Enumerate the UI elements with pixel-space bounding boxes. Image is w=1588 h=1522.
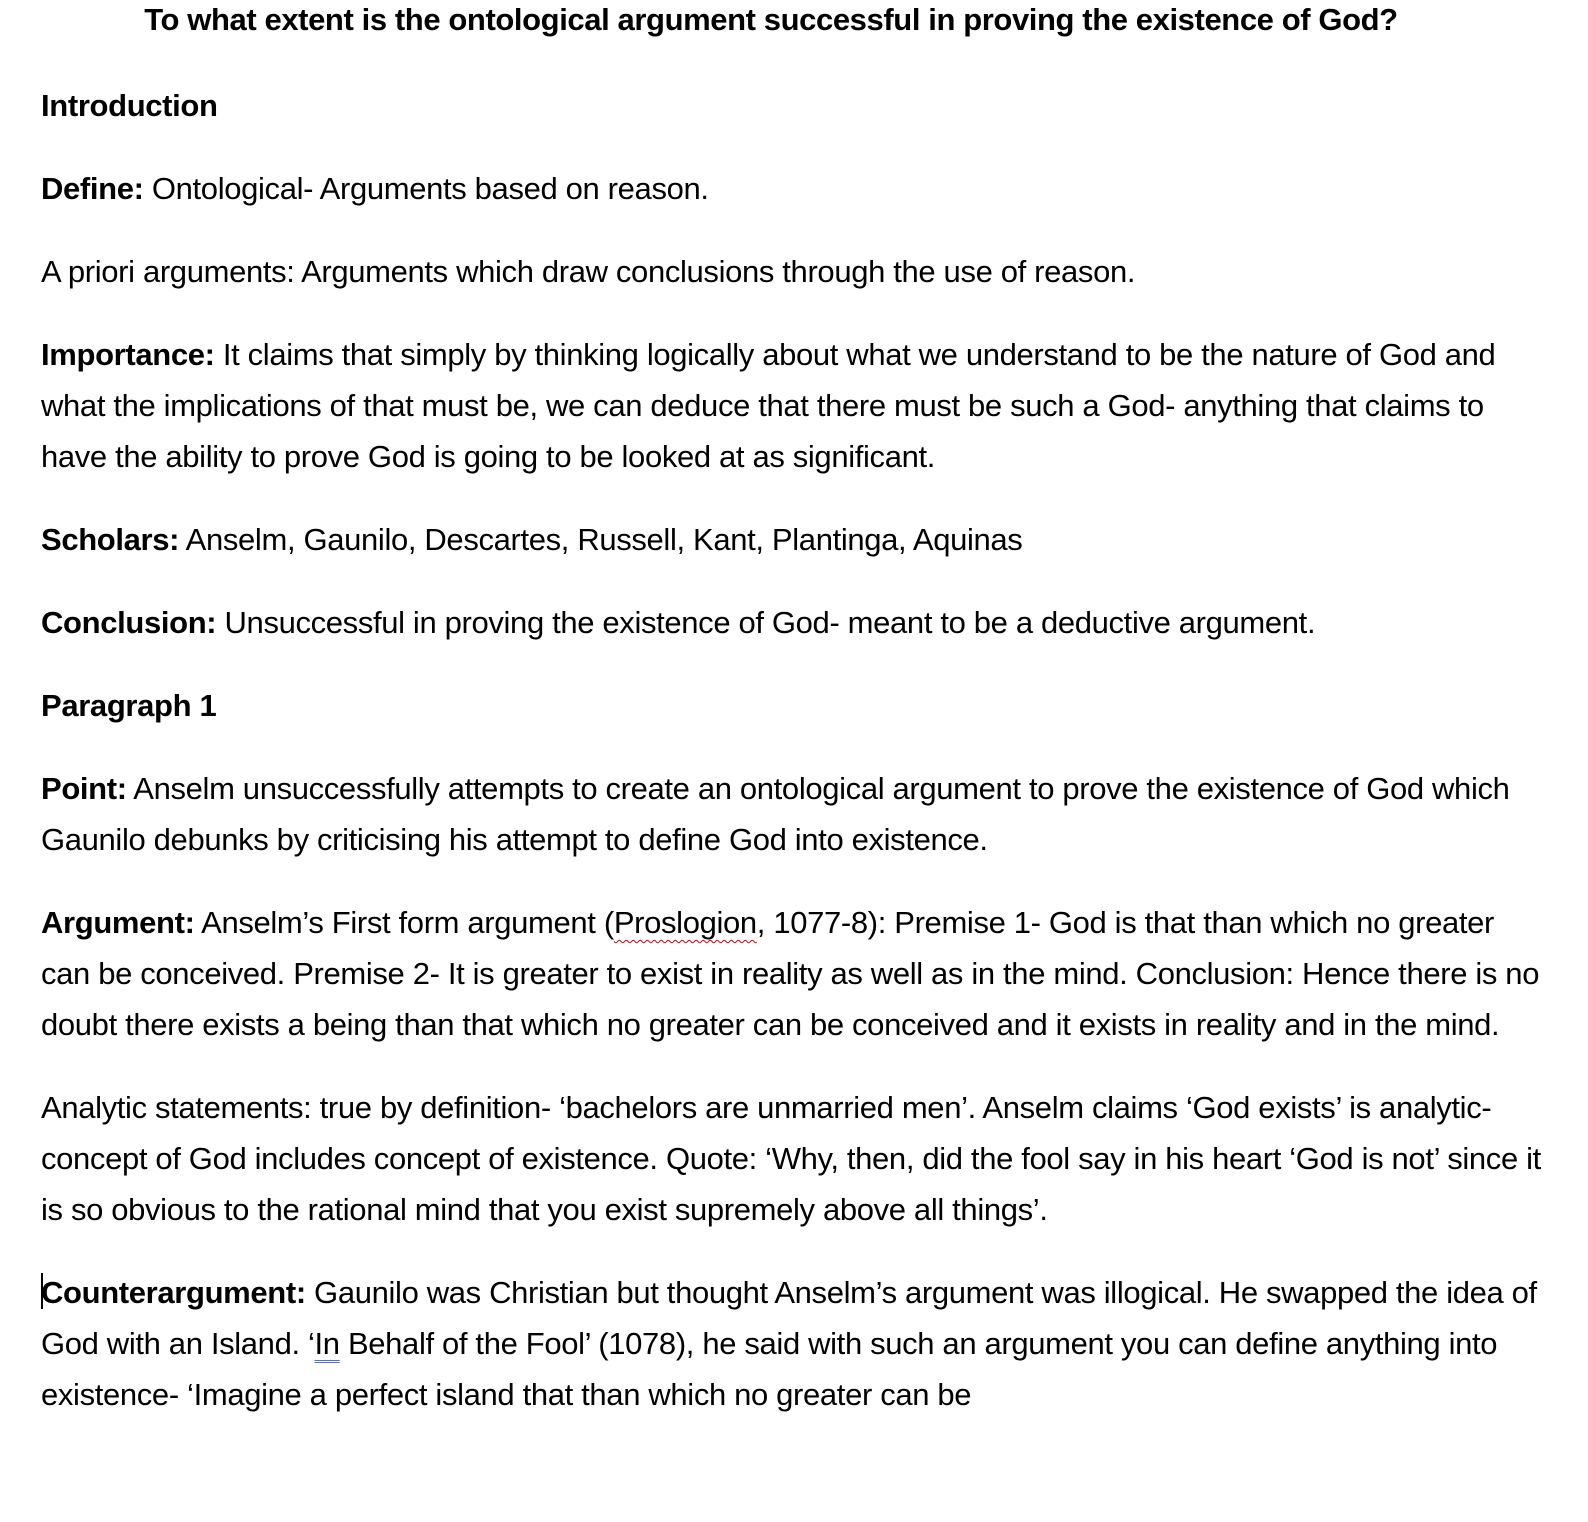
conclusion-paragraph [41,597,1541,648]
counterargument-paragraph[interactable] [41,1267,1541,1420]
argument-post-text: , 1077-8): Premise 1- God is that than which no greater can be conceived. Premise 2- It is greater to exist in reality as well as in the mind. Conclusion: Hence there is no doubt there exists a being than that which no greater can be conceived and it exists in reality and in the mind. [41,905,1540,1042]
point-paragraph [41,763,1541,865]
importance-label: Importance: [41,337,215,372]
document-page [41,0,1541,1420]
counter-label: Counterargument: [41,1275,306,1310]
paragraph1-heading: Paragraph 1 [41,688,217,723]
argument-pre-text: Anselm’s First form argument ( [194,905,614,940]
argument-label: Argument: [41,905,195,940]
scholars-text: Anselm, Gaunilo, Descartes, Russell, Kant, Plantinga, Aquinas [179,522,1023,557]
point-label: Point: [41,771,127,806]
grammar-flagged-word[interactable]: In [314,1326,340,1361]
scholars-paragraph [41,514,1541,565]
document-title: To what extent is the ontological argument successful in proving the existence of God? [144,2,1398,37]
define-label: Define: [41,171,144,206]
define-text: Ontological- Arguments based on reason. [143,171,709,206]
analytic-paragraph: Analytic statements: true by definition- ‘bachelors are unmarried men’. Anselm claims ‘God exists’ is analytic- concept of God includes concept of existence. Quote: ‘Why, then, did the fool say in his heart ‘God is not’ since it is so obvious to the rational mind that you exist supremely above all things’. [41,1090,1541,1227]
scholars-label: Scholars: [41,522,180,557]
counter-post-text: Behalf of the Fool’ (1078), he said with such an argument you can define anything into existence- ‘Imagine a perfect island that than which no greater can be [41,1326,1498,1412]
apriori-paragraph: A priori arguments: Arguments which draw conclusions through the use of reason. [41,254,1136,289]
spelling-flagged-word[interactable]: Proslogion [613,905,757,940]
conclusion-label: Conclusion: [41,605,217,640]
introduction-heading: Introduction [41,88,218,123]
conclusion-text: Unsuccessful in proving the existence of God- meant to be a deductive argument. [216,605,1316,640]
define-paragraph [41,163,1541,214]
importance-text: It claims that simply by thinking logically about what we understand to be the nature of God and what the implications of that must be, we can deduce that there must be such a God- anything that claims to have the ability to prove God is going to be looked at as significant. [41,337,1496,474]
counter-pre-text: Gaunilo was Christian but thought Anselm’s argument was illogical. He swapped the idea of God with an Island. ‘ [41,1275,1537,1361]
importance-paragraph [41,329,1541,482]
point-text: Anselm unsuccessfully attempts to create an ontological argument to prove the existence of God which Gaunilo debunks by criticising his attempt to define God into existence. [41,771,1510,857]
argument-paragraph [41,897,1541,1050]
